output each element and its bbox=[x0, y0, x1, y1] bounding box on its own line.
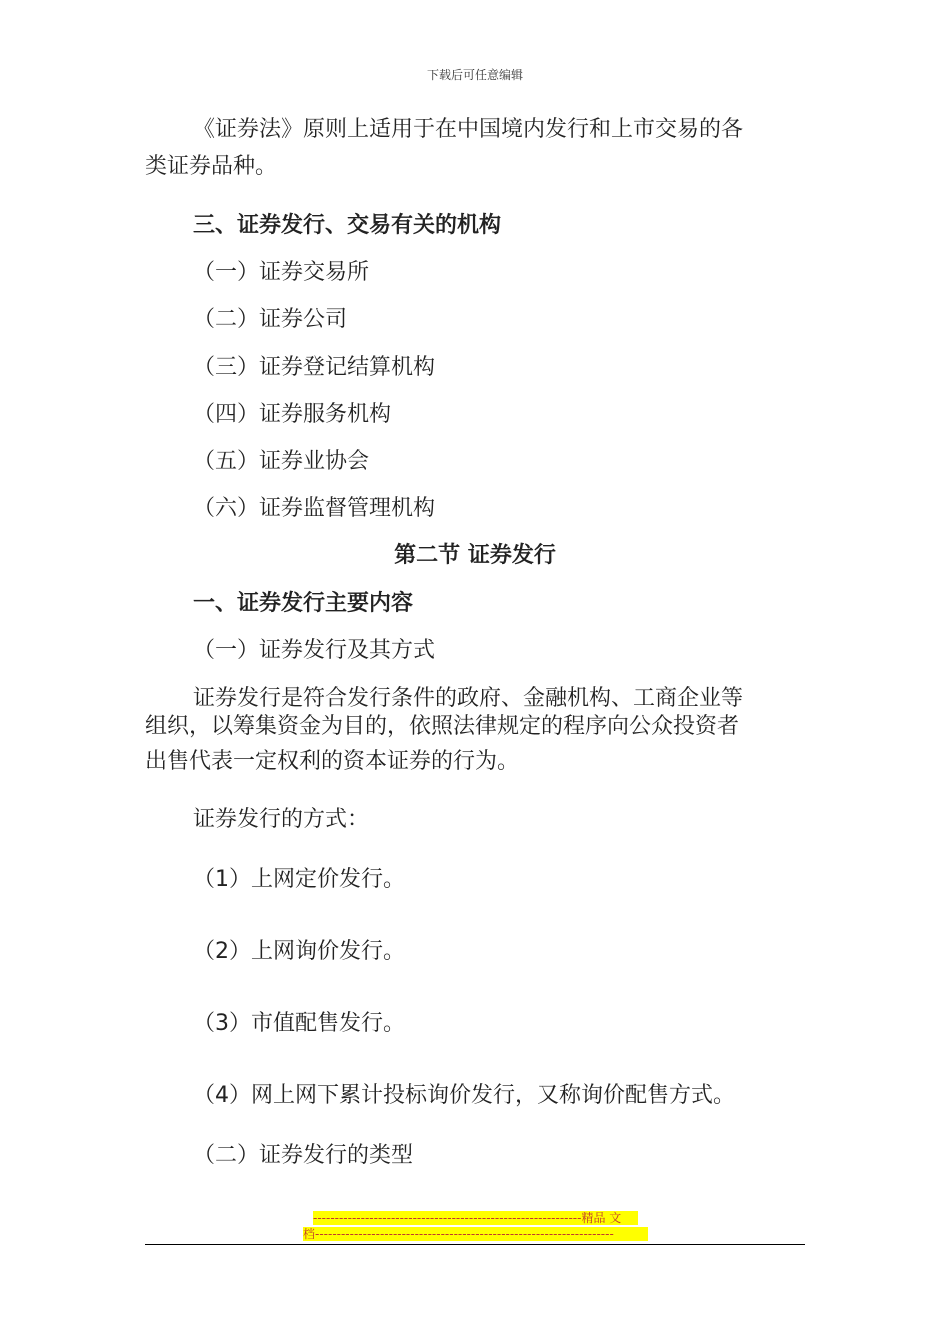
list-item: （二）证券公司 bbox=[193, 307, 348, 332]
list-item: （2）上网询价发行。 bbox=[193, 939, 405, 964]
subsection-heading: （二）证券发行的类型 bbox=[193, 1143, 414, 1168]
list-item: （五）证券业协会 bbox=[193, 449, 370, 474]
methods-title: 证券发行的方式： bbox=[193, 807, 370, 832]
footer-watermark-line-1: --------------------------------------------------------------精品 文 bbox=[313, 1211, 638, 1225]
intro-line-1: 《证券法》原则上适用于在中国境内发行和上市交易的各 bbox=[193, 117, 744, 142]
definition-line-2: 组织，以筹集资金为目的，依照法律规定的程序向公众投资者 bbox=[145, 714, 740, 739]
page-header: 下载后可任意编辑 bbox=[426, 68, 523, 82]
list-item: （4）网上网下累计投标询价发行，又称询价配售方式。 bbox=[193, 1083, 735, 1108]
definition-line-1: 证券发行是符合发行条件的政府、金融机构、工商企业等 bbox=[193, 686, 744, 711]
chapter-title: 第二节 证券发行 bbox=[394, 543, 556, 568]
intro-line-2: 类证券品种。 bbox=[145, 154, 278, 179]
list-item: （六）证券监督管理机构 bbox=[193, 496, 436, 521]
list-item: （四）证券服务机构 bbox=[193, 402, 392, 427]
subsection-heading: （一）证券发行及其方式 bbox=[193, 638, 436, 663]
list-item: （一）证券交易所 bbox=[193, 260, 370, 285]
list-item: （1）上网定价发行。 bbox=[193, 867, 405, 892]
list-item: （3）市值配售发行。 bbox=[193, 1011, 405, 1036]
section-heading-issuance: 一、证券发行主要内容 bbox=[193, 591, 414, 616]
definition-line-3: 出售代表一定权利的资本证券的行为。 bbox=[145, 749, 520, 774]
list-item: （三）证券登记结算机构 bbox=[193, 355, 436, 380]
section-heading-institutions: 三、证券发行、交易有关的机构 bbox=[193, 213, 502, 238]
footer-watermark-line-2: 档--------------------------------------------------------------------- bbox=[303, 1227, 648, 1241]
footer-divider bbox=[145, 1244, 805, 1245]
